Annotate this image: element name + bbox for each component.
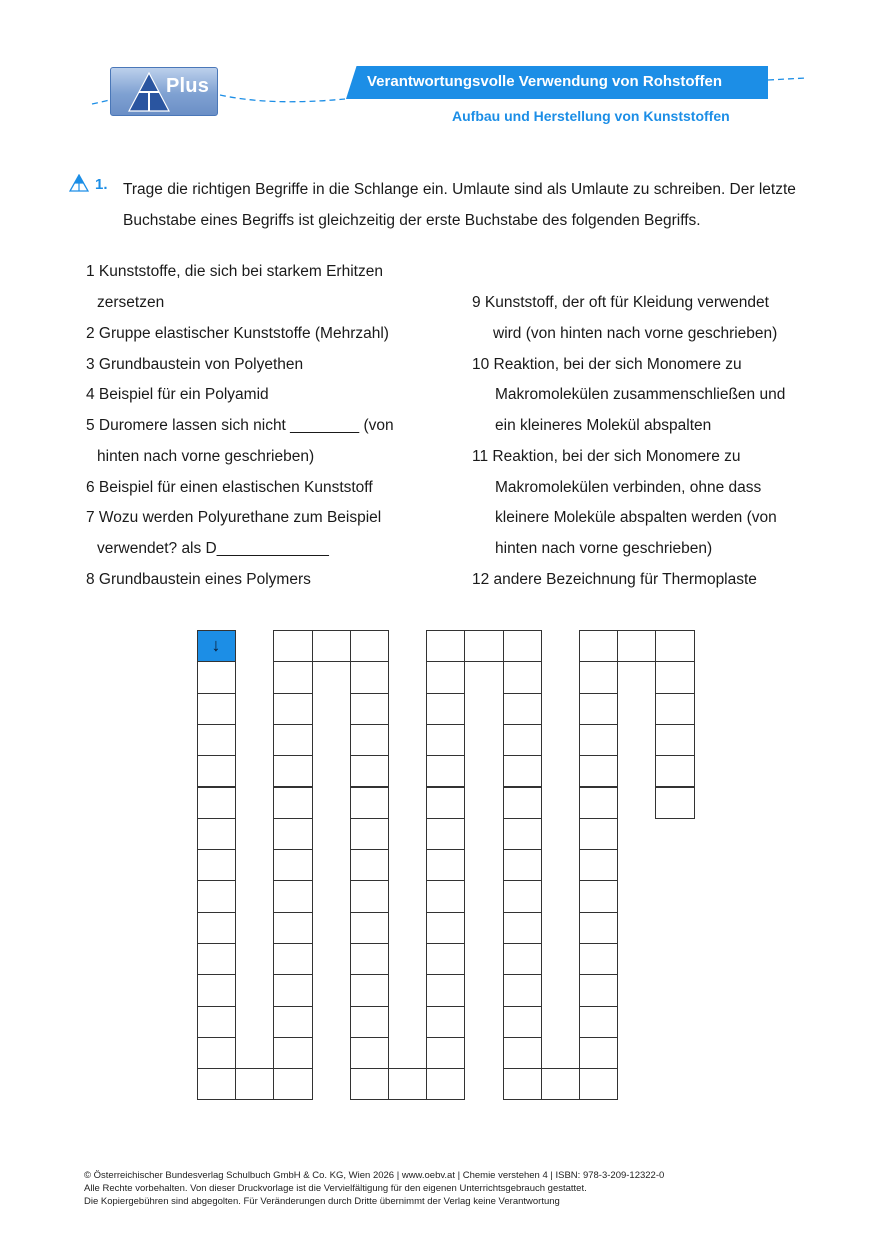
clue-11-cont: kleinere Moleküle abspalten werden (von [495, 509, 777, 526]
snake-cell[interactable] [579, 630, 618, 662]
clue-9-cont: wird (von hinten nach vorne geschrieben) [493, 325, 778, 342]
snake-cell[interactable] [197, 818, 236, 850]
clue-10-cont: ein kleineres Molekül abspalten [495, 417, 712, 434]
clue-10: 10 Reaktion, bei der sich Monomere zu [472, 356, 742, 373]
snake-cell[interactable] [350, 974, 389, 1006]
snake-cell[interactable] [503, 693, 542, 725]
snake-cell[interactable] [655, 787, 694, 819]
footer-line: Die Kopiergebühren sind abgegolten. Für Veränderungen durch Dritte übernimmt der Verlag keine Verantwortung [84, 1196, 560, 1207]
snake-cell[interactable] [197, 724, 236, 756]
snake-cell[interactable] [503, 787, 542, 819]
snake-cell[interactable] [273, 818, 312, 850]
snake-cell[interactable] [503, 943, 542, 975]
footer-copyright [84, 1169, 664, 1208]
snake-cell[interactable] [350, 661, 389, 693]
snake-cell[interactable] [273, 661, 312, 693]
snake-cell[interactable] [503, 880, 542, 912]
snake-cell[interactable] [388, 1068, 427, 1100]
clue-7: 7 Wozu werden Polyurethane zum Beispiel [86, 509, 382, 526]
snake-cell[interactable] [273, 880, 312, 912]
task-instruction: Trage die richtigen Begriffe in die Schlange ein. Umlaute sind als Umlaute zu schreiben. Der letzte Buchstabe eines Begriffs ist gleichzeitig der erste Buchstabe des folgenden Begriffs. [123, 181, 796, 229]
snake-cell[interactable] [273, 630, 312, 662]
snake-cell[interactable] [273, 755, 312, 787]
clue-6: 6 Beispiel für einen elastischen Kunststoff [86, 479, 373, 496]
clue-11-cont: hinten nach vorne geschrieben) [495, 540, 713, 557]
clue-3: 3 Grundbaustein von Polyethen [86, 356, 304, 373]
arrow-down-icon: ↓ [211, 635, 221, 655]
snake-cell[interactable] [503, 724, 542, 756]
snake-cell[interactable] [350, 818, 389, 850]
snake-cell[interactable] [655, 693, 694, 725]
clue-12: 12 andere Bezeichnung für Thermoplaste [472, 571, 757, 588]
snake-cell[interactable] [503, 849, 542, 881]
snake-cell[interactable] [197, 1037, 236, 1069]
snake-cell[interactable] [426, 630, 465, 662]
snake-cell[interactable] [579, 724, 618, 756]
snake-cell[interactable] [426, 661, 465, 693]
section-subtitle: Aufbau und Herstellung von Kunststoffen [452, 108, 730, 124]
snake-cell[interactable] [579, 1006, 618, 1038]
snake-cell[interactable] [464, 630, 503, 662]
clue-9: 9 Kunststoff, der oft für Kleidung verwendet [472, 294, 769, 311]
snake-cell[interactable] [197, 974, 236, 1006]
snake-cell[interactable] [350, 755, 389, 787]
snake-cell[interactable] [426, 693, 465, 725]
snake-cell[interactable] [503, 755, 542, 787]
snake-cell[interactable] [579, 880, 618, 912]
snake-cell[interactable] [426, 943, 465, 975]
snake-cell[interactable] [273, 1006, 312, 1038]
snake-cell[interactable] [197, 912, 236, 944]
snake-cell[interactable] [426, 1037, 465, 1069]
snake-cell[interactable] [350, 849, 389, 881]
snake-cell[interactable] [655, 661, 694, 693]
clue-5-cont: hinten nach vorne geschrieben) [97, 448, 315, 465]
clue-11-cont: Makromolekülen verbinden, ohne dass [495, 479, 762, 496]
snake-cell[interactable] [579, 912, 618, 944]
snake-cell[interactable] [350, 724, 389, 756]
clue-5: 5 Duromere lassen sich nicht ________ (von [86, 417, 394, 434]
snake-cell[interactable] [503, 974, 542, 1006]
snake-cell[interactable] [197, 880, 236, 912]
snake-cell[interactable] [579, 849, 618, 881]
snake-cell[interactable] [503, 1068, 542, 1100]
snake-cell[interactable] [503, 1037, 542, 1069]
snake-cell[interactable] [579, 818, 618, 850]
snake-cell[interactable] [579, 787, 618, 819]
snake-cell[interactable] [426, 974, 465, 1006]
snake-cell[interactable] [197, 661, 236, 693]
snake-cell[interactable] [617, 630, 656, 662]
snake-cell[interactable] [350, 943, 389, 975]
snake-cell[interactable] [426, 755, 465, 787]
clue-7-cont: verwendet? als D_____________ [97, 540, 329, 557]
snake-cell[interactable] [350, 1037, 389, 1069]
clue-10-cont: Makromolekülen zusammenschließen und [495, 386, 786, 403]
snake-cell[interactable] [350, 1068, 389, 1100]
task-number: 1. [95, 176, 108, 193]
snake-cell[interactable] [197, 787, 236, 819]
snake-cell[interactable] [426, 1006, 465, 1038]
snake-cell[interactable] [503, 912, 542, 944]
footer-line: Alle Rechte vorbehalten. Von dieser Druckvorlage ist die Vervielfältigung für den eigenen Unterrichtsgebrauch gestattet. [84, 1183, 587, 1194]
snake-cell[interactable] [197, 1068, 236, 1100]
snake-cell[interactable] [197, 849, 236, 881]
snake-cell[interactable] [273, 693, 312, 725]
logo-text: Plus [166, 75, 210, 97]
snake-cell[interactable] [350, 787, 389, 819]
snake-cell[interactable] [273, 724, 312, 756]
snake-cell[interactable] [273, 787, 312, 819]
snake-cell[interactable] [312, 630, 351, 662]
snake-cell[interactable] [273, 974, 312, 1006]
snake-cell[interactable] [273, 849, 312, 881]
triangle-level-icon [69, 174, 89, 192]
snake-cell[interactable] [197, 943, 236, 975]
snake-cell[interactable] [426, 849, 465, 881]
snake-cell[interactable] [426, 880, 465, 912]
snake-cell[interactable] [350, 693, 389, 725]
snake-cell[interactable] [235, 1068, 274, 1100]
snake-cell[interactable] [503, 661, 542, 693]
snake-cell[interactable] [426, 912, 465, 944]
snake-cell[interactable] [579, 974, 618, 1006]
clue-1: 1 Kunststoffe, die sich bei starkem Erhitzen [86, 263, 383, 280]
snake-cell[interactable] [579, 1068, 618, 1100]
chapter-title: Verantwortungsvolle Verwendung von Rohstoffen [367, 73, 723, 90]
snake-cell[interactable] [541, 1068, 580, 1100]
snake-cell[interactable] [197, 1006, 236, 1038]
snake-cell[interactable] [273, 912, 312, 944]
snake-cell[interactable] [426, 818, 465, 850]
snake-cell[interactable] [503, 630, 542, 662]
footer-line: © Österreichischer Bundesverlag Schulbuch GmbH & Co. KG, Wien 2026 | www.oebv.at | Chemie verstehen 4 | ISBN: 978-3-209-12322-0 [84, 1170, 665, 1181]
snake-cell[interactable] [197, 755, 236, 787]
snake-cell[interactable] [655, 630, 694, 662]
snake-cell[interactable] [273, 1037, 312, 1069]
snake-cell[interactable] [655, 724, 694, 756]
snake-cell[interactable] [579, 693, 618, 725]
snake-cell[interactable] [350, 630, 389, 662]
snake-cell[interactable] [426, 1068, 465, 1100]
snake-cell[interactable] [273, 943, 312, 975]
snake-cell[interactable] [655, 755, 694, 787]
clue-8: 8 Grundbaustein eines Polymers [86, 571, 311, 588]
snake-cell[interactable] [273, 1068, 312, 1100]
clue-2: 2 Gruppe elastischer Kunststoffe (Mehrzahl) [86, 325, 389, 342]
clue-4: 4 Beispiel für ein Polyamid [86, 386, 269, 403]
snake-cell[interactable] [579, 755, 618, 787]
snake-cell[interactable] [426, 724, 465, 756]
clue-1-cont: zersetzen [97, 294, 165, 311]
snake-cell[interactable] [503, 1006, 542, 1038]
snake-cell[interactable] [426, 787, 465, 819]
snake-cell[interactable] [579, 943, 618, 975]
clue-11: 11 Reaktion, bei der sich Monomere zu [472, 448, 741, 465]
snake-cell[interactable] [579, 661, 618, 693]
snake-cell[interactable] [350, 880, 389, 912]
snake-cell[interactable] [350, 1006, 389, 1038]
snake-cell[interactable] [503, 818, 542, 850]
snake-cell[interactable] [579, 1037, 618, 1069]
snake-cell[interactable] [350, 912, 389, 944]
snake-cell[interactable] [197, 693, 236, 725]
